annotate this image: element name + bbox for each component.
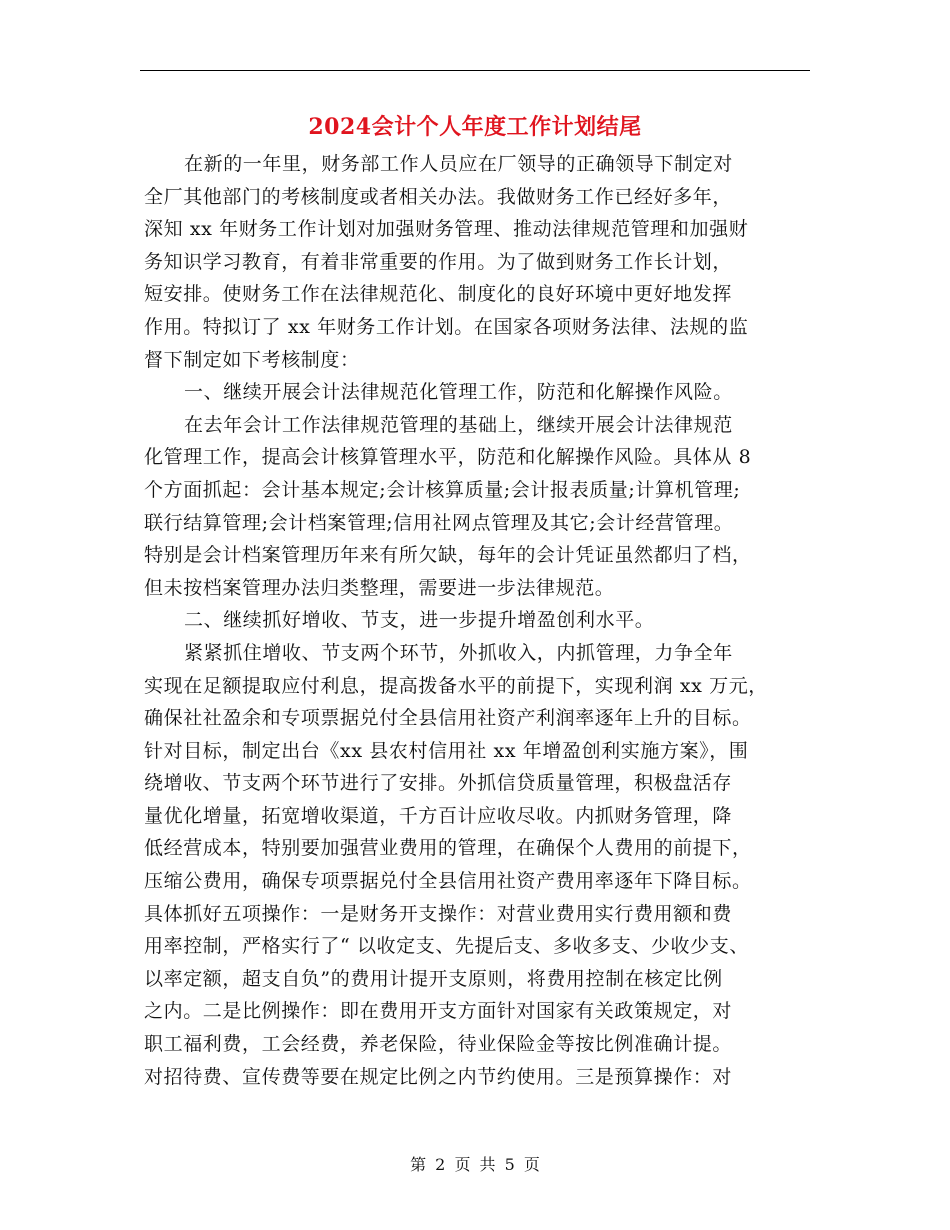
text-line: 督下制定如下考核制度： (144, 348, 360, 371)
text-line: 短安排。使财务工作在法律规范化、制度化的良好环境中更好地发挥 (144, 283, 733, 306)
text-line: 绕增收、节支两个环节进行了安排。外抓信贷质量管理，积极盘活存 (144, 772, 733, 795)
text-line: 用率控制，严格实行了“ 以收定支、先提后支、多收多支、少收少支、 (144, 935, 749, 958)
text-line: 职工福利费，工会经费，养老保险，待业保险金等按比例准确计提。 (144, 1033, 733, 1056)
text-line: 在去年会计工作法律规范管理的基础上，继续开展会计法律规范 (184, 413, 733, 436)
text-line: 实现在足额提取应付利息，提高拨备水平的前提下，实现利润 xx 万元， (144, 674, 768, 697)
text-line: 针对目标，制定出台《xx 县农村信用社 xx 年增盈创利实施方案》，围 (144, 739, 749, 762)
text-line: 一、继续开展会计法律规范化管理工作，防范和化解操作风险。 (184, 381, 733, 404)
text-line: 以率定额，超支自负”的费用计提开支原则，将费用控制在核定比例 (144, 967, 723, 990)
text-line: 务知识学习教育，有着非常重要的作用。为了做到财务工作长计划， (144, 250, 733, 273)
text-line: 联行结算管理;会计档案管理;信用社网点管理及其它;会计经营管理。 (144, 511, 734, 534)
text-line: 在新的一年里，财务部工作人员应在厂领导的正确领导下制定对 (184, 153, 733, 175)
document-body (144, 148, 814, 1093)
text-line: 个方面抓起：会计基本规定;会计核算质量;会计报表质量;计算机管理; (144, 478, 741, 501)
text-line: 紧紧抓住增收、节支两个环节，外抓收入，内抓管理，力争全年 (184, 641, 733, 664)
text-line: 特别是会计档案管理历年来有所欠缺，每年的会计凭证虽然都归了档， (144, 544, 752, 567)
text-line: 深知 xx 年财务工作计划对加强财务管理、推动法律规范管理和加强财 (144, 218, 749, 241)
text-line: 确保社社盈余和专项票据兑付全县信用社资产利润率逐年上升的目标。 (144, 707, 752, 730)
text-line: 但未按档案管理办法归类整理，需要进一步法律规范。 (144, 576, 615, 599)
text-line: 作用。特拟订了 xx 年财务工作计划。在国家各项财务法律、法规的监 (144, 315, 749, 338)
text-line: 全厂其他部门的考核制度或者相关办法。我做财务工作已经好多年， (144, 185, 733, 208)
document-title: 2024会计个人年度工作计划结尾 (308, 114, 642, 140)
text-line: 之内。二是比例操作：即在费用开支方面针对国家有关政策规定，对 (144, 1000, 733, 1023)
text-line: 二、继续抓好增收、节支，进一步提升增盈创利水平。 (184, 609, 655, 632)
text-line: 具体抓好五项操作：一是财务开支操作：对营业费用实行费用额和费 (144, 902, 733, 925)
text-line: 量优化增量，拓宽增收渠道，千方百计应收尽收。内抓财务管理，降 (144, 804, 733, 827)
text-line: 对招待费、宣传费等要在规定比例之内节约使用。三是预算操作：对 (144, 1065, 733, 1088)
header-rule (140, 70, 810, 71)
page-footer: 第 2 页 共 5 页 (410, 1155, 540, 1174)
text-line: 低经营成本，特别要加强营业费用的管理，在确保个人费用的前提下， (144, 837, 752, 860)
text-line: 压缩公费用，确保专项票据兑付全县信用社资产费用率逐年下降目标。 (144, 870, 752, 893)
text-line: 化管理工作，提高会计核算管理水平，防范和化解操作风险。具体从 8 (144, 446, 752, 469)
